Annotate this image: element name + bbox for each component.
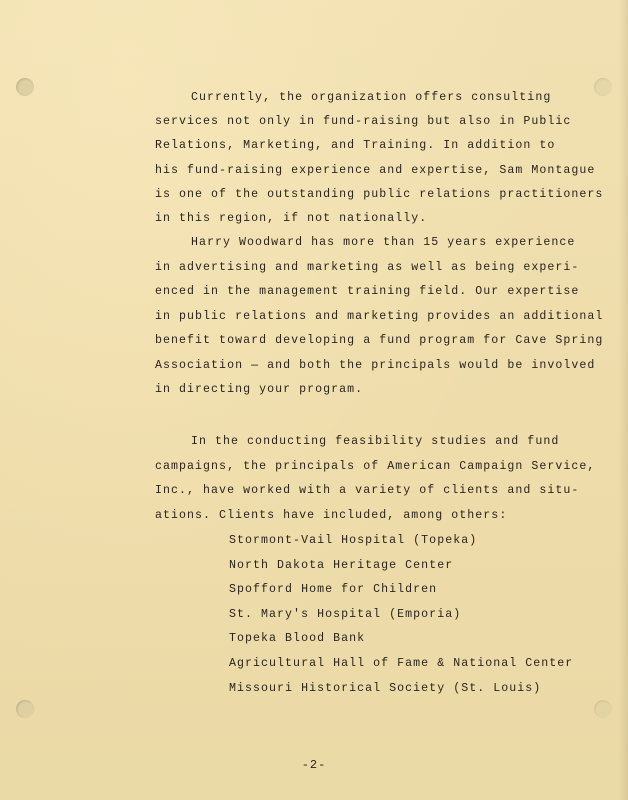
binder-hole-bottom-right: [594, 700, 612, 718]
client-list-item: Stormont-Vail Hospital (Topeka): [229, 534, 478, 547]
client-list-item: Agricultural Hall of Fame & National Center: [229, 657, 574, 670]
client-list-item: Topeka Blood Bank: [229, 632, 366, 645]
paragraph-1-line: his fund-raising experience and expertise, Sam Montague: [155, 164, 596, 177]
paragraph-2-line: in advertising and marketing as well as being experi-: [155, 261, 580, 274]
paragraph-3-line: campaigns, the principals of American Campaign Service,: [155, 460, 596, 473]
client-list-item: Missouri Historical Society (St. Louis): [229, 682, 542, 695]
binder-hole-bottom: [16, 700, 34, 718]
paragraph-1-line: Currently, the organization offers consulting: [191, 91, 552, 104]
paragraph-1-line: in this region, if not nationally.: [155, 212, 428, 225]
paragraph-1-line: is one of the outstanding public relations practitioners: [155, 188, 604, 201]
paragraph-2-line: enced in the management training field. Our expertise: [155, 285, 580, 298]
paragraph-2-line: Harry Woodward has more than 15 years experience: [191, 236, 576, 249]
paragraph-2-line: in directing your program.: [155, 383, 364, 396]
binder-hole-top-right: [594, 78, 612, 96]
paragraph-2-line: in public relations and marketing provides an additional: [155, 310, 604, 323]
paragraph-2-line: benefit toward developing a fund program for Cave Spring: [155, 334, 604, 347]
page-edge-shadow: [618, 0, 628, 800]
paragraph-1-line: services not only in fund-raising but also in Public: [155, 115, 572, 128]
paragraph-1-line: Relations, Marketing, and Training. In addition to: [155, 139, 556, 152]
paragraph-3-line: ations. Clients have included, among others:: [155, 509, 508, 522]
client-list-item: North Dakota Heritage Center: [229, 559, 454, 572]
paragraph-2-line: Association — and both the principals would be involved: [155, 359, 596, 372]
page-number: -2-: [301, 758, 327, 772]
paragraph-3-line: In the conducting feasibility studies and fund: [191, 435, 560, 448]
client-list-item: St. Mary's Hospital (Emporia): [229, 608, 462, 621]
binder-hole-top: [16, 78, 34, 96]
client-list-item: Spofford Home for Children: [229, 583, 438, 596]
paragraph-3-line: Inc., have worked with a variety of clients and situ-: [155, 484, 580, 497]
